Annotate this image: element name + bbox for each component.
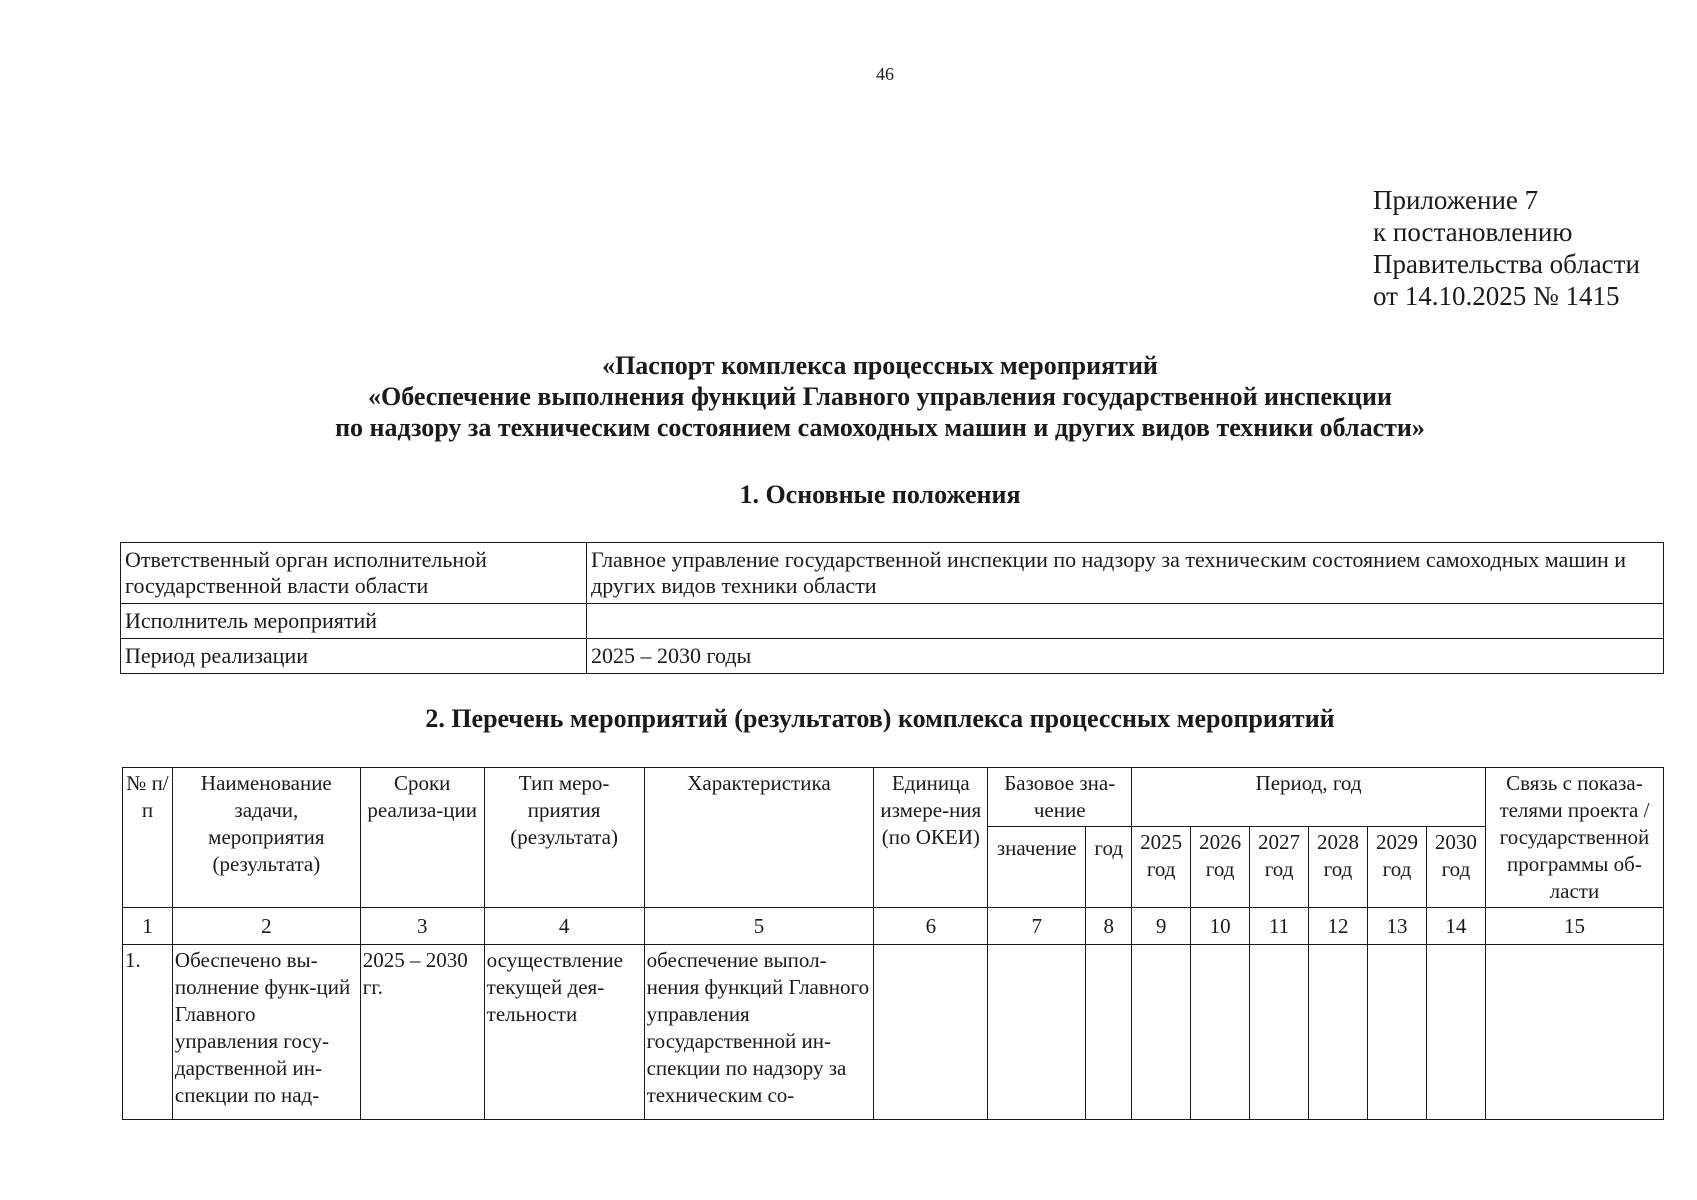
appendix-date-line: от 14.10.2025 № 1415 [1373,281,1620,311]
basic-provisions-table [120,542,1664,674]
column-number: 9 [1132,908,1191,945]
title-line: «Обеспечение выполнения функций Главного управления государственной инспекции [368,382,1392,411]
header-base: Базовое зна-чение [988,768,1132,827]
cell-year-value [1426,945,1485,1120]
header-year: 2025 год [1132,827,1191,908]
header-year: 2029 год [1367,827,1426,908]
header-year: 2030 год [1426,827,1485,908]
header-row [123,768,1664,827]
cell-year-value [1191,945,1250,1120]
cell-base-year [1086,945,1132,1120]
row-value [587,604,1664,639]
header-link: Связь с показа-телями проекта / государственной программы об-ласти [1485,768,1663,908]
header-name: Наименование задачи, мероприятия (результата) [172,768,360,908]
table-row [121,543,1664,604]
cell-year-value [1250,945,1309,1120]
row-label: Период реализации [121,639,587,674]
header-characteristic: Характеристика [644,768,874,908]
measures-table [122,767,1664,1120]
title-line: по надзору за техническим состоянием самоходных машин и других видов техники области» [335,413,1425,442]
header-year: 2027 год [1250,827,1309,908]
page-number: 46 [876,64,894,84]
cell-year-value [1367,945,1426,1120]
header-base-value: значение [988,827,1086,908]
cell-num: 1. [123,945,173,1120]
section-2-heading: 2. Перечень мероприятий (результатов) комплекса процессных мероприятий [425,704,1335,733]
cell-type: осуществление текущей дея-тельности [484,945,644,1120]
appendix-line: к постановлению [1373,217,1573,247]
document-title [110,350,1650,443]
title-line: «Паспорт комплекса процессных мероприятий [602,351,1158,380]
row-value: 2025 – 2030 годы [587,639,1664,674]
column-number: 3 [360,908,484,945]
header-type: Тип меро-приятия (результата) [484,768,644,908]
header-year: 2028 год [1309,827,1368,908]
table-row [123,945,1664,1120]
column-number: 8 [1086,908,1132,945]
header-unit: Единица измере-ния (по ОКЕИ) [874,768,988,908]
column-number: 15 [1485,908,1663,945]
column-number: 13 [1367,908,1426,945]
column-number: 11 [1250,908,1309,945]
column-number: 5 [644,908,874,945]
column-number: 10 [1191,908,1250,945]
appendix-line: Приложение 7 [1373,185,1539,215]
cell-name: Обеспечено вы-полнение функ-ций Главного управления госу-дарственной ин-спекции по над- [172,945,360,1120]
header-base-year: год [1086,827,1132,908]
column-number: 14 [1426,908,1485,945]
row-label: Ответственный орган исполнительной государственной власти области [121,543,587,604]
column-number-row [123,908,1664,945]
header-period: Период, год [1132,768,1486,827]
header-terms: Сроки реализа-ции [360,768,484,908]
header-num: № п/п [123,768,173,908]
cell-year-value [1132,945,1191,1120]
column-number: 2 [172,908,360,945]
cell-year-value [1309,945,1368,1120]
column-number: 4 [484,908,644,945]
cell-base-value [988,945,1086,1120]
row-value: Главное управление государственной инспекции по надзору за техническим состоянием самоходных машин и других видов техники области [587,543,1664,604]
appendix-block [1373,184,1640,312]
header-year: 2026 год [1191,827,1250,908]
column-number: 12 [1309,908,1368,945]
column-number: 6 [874,908,988,945]
row-label: Исполнитель мероприятий [121,604,587,639]
section-1-heading: 1. Основные положения [739,480,1021,509]
cell-terms: 2025 – 2030 гг. [360,945,484,1120]
column-number: 1 [123,908,173,945]
column-number: 7 [988,908,1086,945]
cell-link [1485,945,1663,1120]
appendix-line: Правительства области [1373,249,1640,279]
table-row [121,639,1664,674]
cell-characteristic: обеспечение выпол-нения функций Главного управления государственной ин-спекции по надзору за техническим со- [644,945,874,1120]
cell-unit [874,945,988,1120]
table-row [121,604,1664,639]
